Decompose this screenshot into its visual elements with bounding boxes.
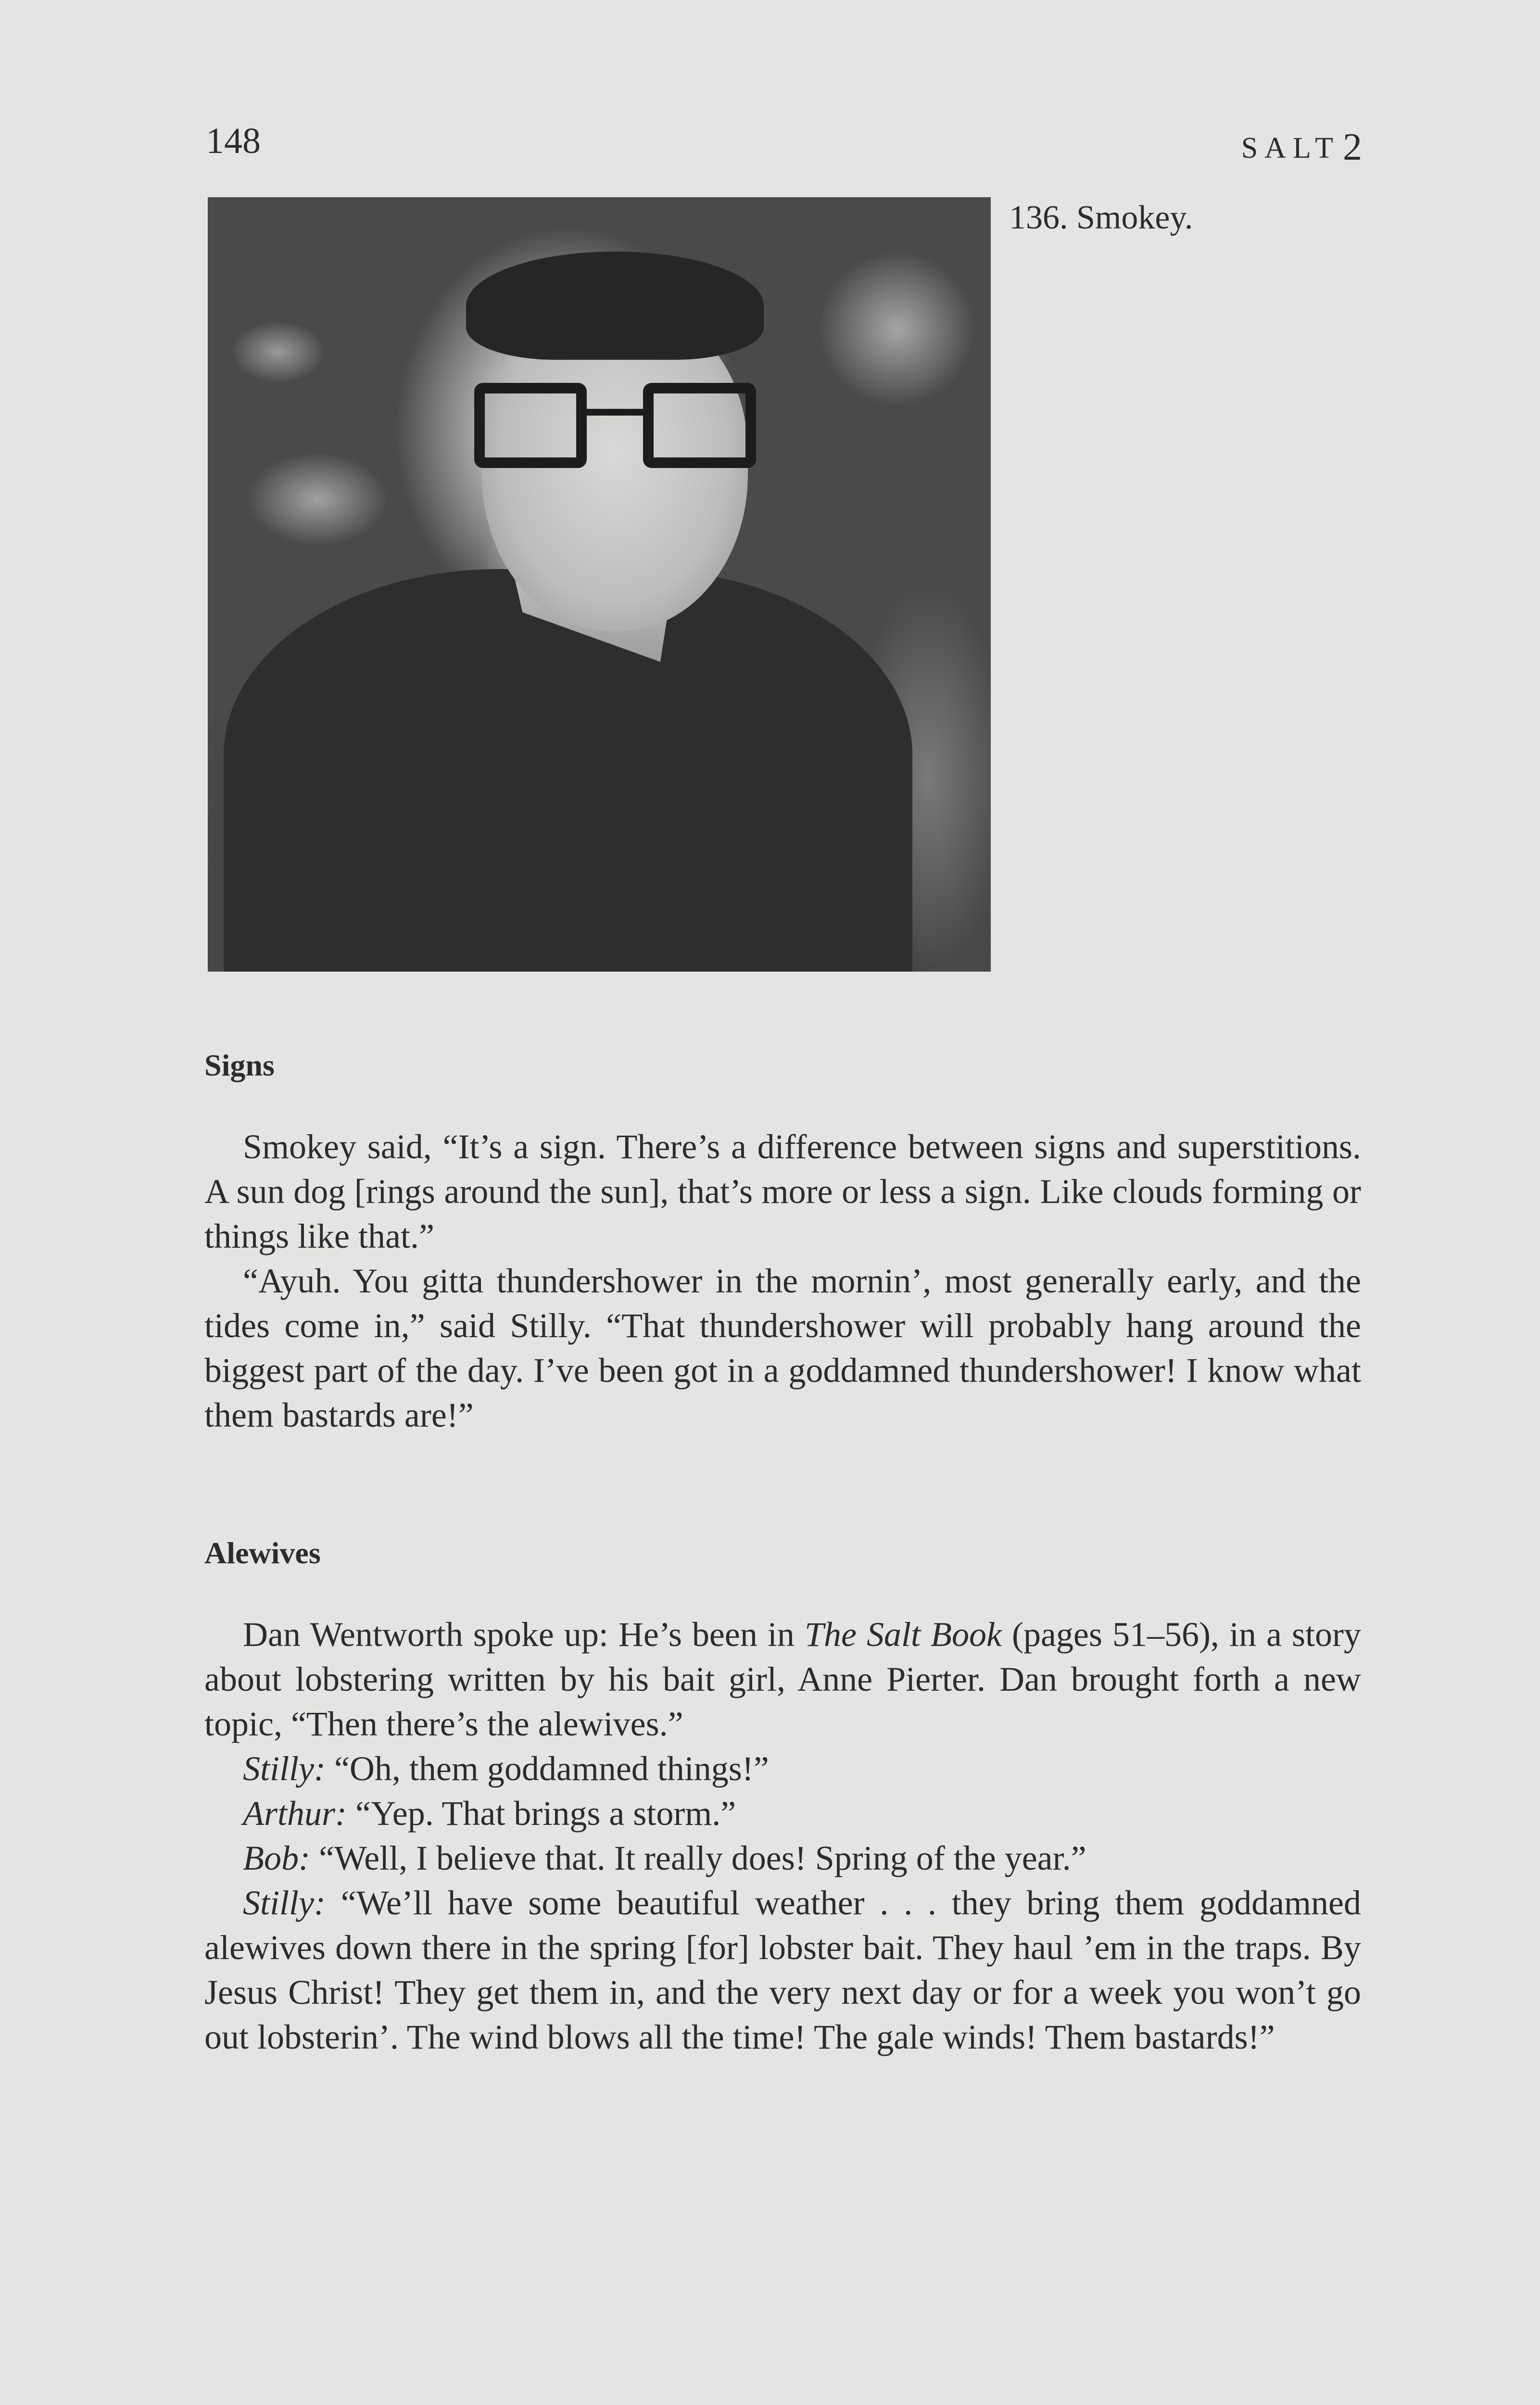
dialogue-text: “Yep. That brings a storm.” xyxy=(347,1794,736,1833)
page-number: 148 xyxy=(206,121,261,161)
running-head-volume: 2 xyxy=(1343,126,1362,168)
paragraph: Smokey said, “It’s a sign. There’s a difference between signs and superstitions. A sun dog [rings around the sun], that’s more or less a sign. Like clouds forming or things like that.” xyxy=(204,1127,1361,1255)
running-head-title: SALT xyxy=(1241,132,1340,165)
dialogue-text: “Oh, them goddamned things!” xyxy=(325,1749,769,1788)
photo-glasses-shape xyxy=(474,383,756,468)
photo-lens-right xyxy=(643,383,756,468)
section-heading-alewives: Alewives xyxy=(204,1536,321,1570)
running-head xyxy=(1241,126,1362,168)
dialogue-line xyxy=(204,1836,1361,1881)
photo-sweater-shape xyxy=(224,569,913,972)
signs-body xyxy=(204,1125,1361,1438)
intro-text-after: (pages 51–56), in a story about lobstering written by his bait girl, Anne Pierter. Dan brought forth a new topic, “Then there’s the alewives.” xyxy=(204,1615,1361,1743)
intro-text-before: Dan Wentworth spoke up: He’s been in xyxy=(243,1615,805,1654)
speaker-name: Bob: xyxy=(243,1839,310,1877)
figure-caption: 136. Smokey. xyxy=(1009,199,1193,236)
photo-glasses-bridge xyxy=(587,409,643,416)
dialogue-text: “We’ll have some beautiful weather . . . they bring them goddamned alewives down there in the spring [for] lobster bait. They haul ’em in the traps. By Jesus Christ! They get them in, and the very next day or for a week you won’t go out lobsterin’. The wind blows all the time! The gale winds! Them bastards!” xyxy=(204,1884,1361,2056)
dialogue-line xyxy=(204,1881,1361,2060)
speaker-name: Arthur: xyxy=(243,1794,347,1833)
dialogue-line xyxy=(204,1747,1361,1791)
dialogue-line xyxy=(204,1791,1361,1836)
paragraph: “Ayuh. You gitta thundershower in the mornin’, most generally early, and the tides come in,” said Stilly. “That thundershower will probably hang around the biggest part of the day. I’ve been got in a goddamned thundershower! I know what them bastards are!” xyxy=(204,1262,1361,1434)
speaker-name: Stilly: xyxy=(243,1884,326,1922)
speaker-name: Stilly: xyxy=(243,1749,326,1788)
photo-hair-shape xyxy=(466,252,764,360)
book-title: The Salt Book xyxy=(804,1615,1002,1654)
photo-smokey xyxy=(208,197,991,972)
section-heading-signs: Signs xyxy=(204,1048,275,1082)
photo-lens-left xyxy=(474,383,587,468)
dialogue-text: “Well, I believe that. It really does! Spring of the year.” xyxy=(310,1839,1086,1877)
paragraph-intro xyxy=(204,1612,1361,1747)
alewives-body xyxy=(204,1612,1361,2060)
